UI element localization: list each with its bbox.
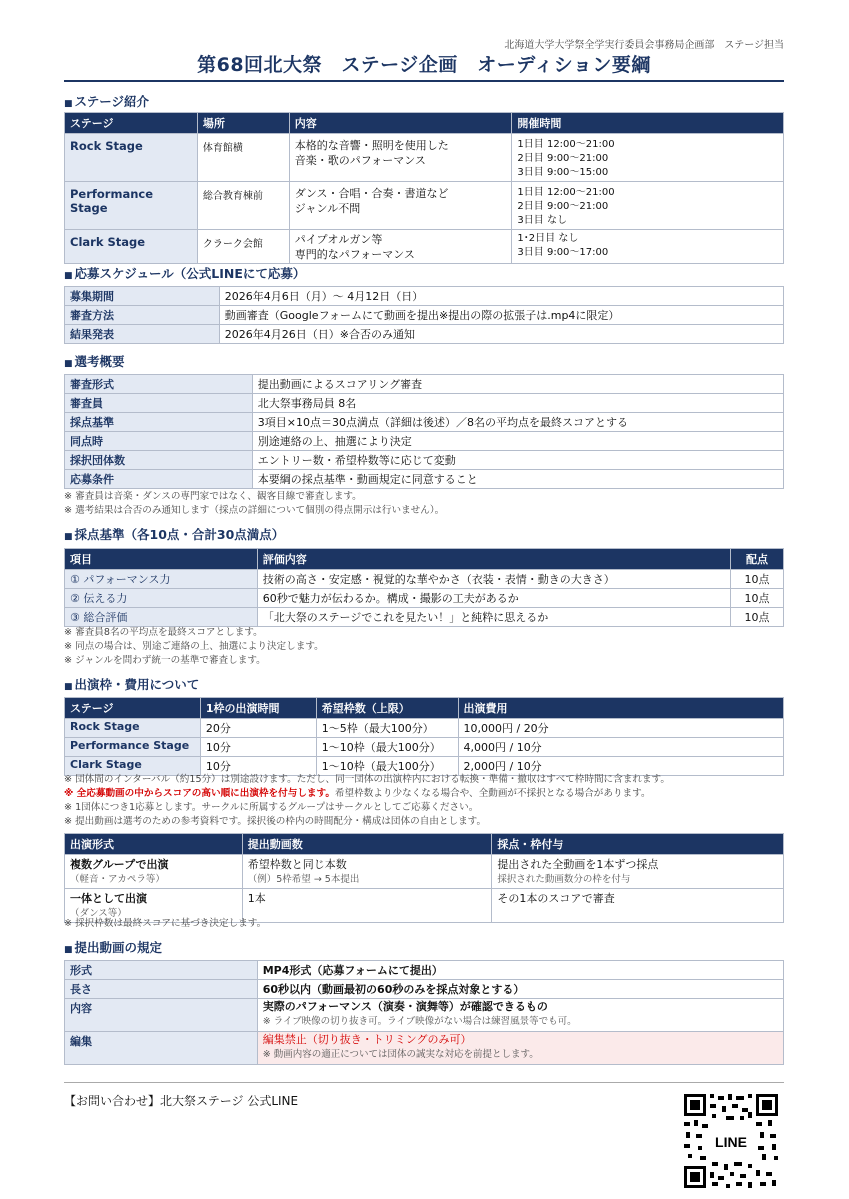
column-header: 内容 (289, 113, 512, 134)
footer-rule (64, 1082, 784, 1083)
stage-place: クラーク会館 (197, 230, 289, 264)
slot-count: 1～10枠（最大100分） (316, 738, 458, 757)
table-row (65, 325, 784, 344)
title-rule (64, 80, 784, 82)
column-header: ステージ (65, 113, 198, 134)
column-header: 提出動画数 (242, 834, 492, 855)
format-table (64, 833, 784, 923)
table-header-row (65, 113, 784, 134)
table-header-row (65, 549, 784, 570)
table-row (65, 855, 784, 889)
table-row (65, 432, 784, 451)
row-label: 応募条件 (65, 470, 253, 489)
table-row (65, 570, 784, 589)
stage-time: 1日目 12:00～21:00 (517, 139, 615, 150)
column-header: 出演費用 (458, 698, 784, 719)
slot-cost: 4,000円 / 10分 (458, 738, 784, 757)
stages-table (64, 112, 784, 264)
row-label: 内容 (65, 999, 258, 1032)
table-row (65, 375, 784, 394)
format-score: 提出された全動画を1本ずつ採点 (497, 858, 659, 871)
slot-stage: Performance Stage (65, 738, 201, 757)
format-type: 一体として出演 (70, 892, 147, 905)
stage-place: 総合教育棟前 (197, 182, 289, 230)
stage-name: Clark Stage (65, 230, 198, 264)
slot-stage: Rock Stage (65, 719, 201, 738)
criteria-desc: 「北大祭のステージでこれを見たい！」と純粋に思えるか (257, 608, 730, 627)
row-label: 編集 (65, 1032, 258, 1065)
rules-table (64, 960, 784, 1065)
overview-table (64, 374, 784, 489)
column-header: 項目 (65, 549, 258, 570)
table-row (65, 470, 784, 489)
column-header: 採点・枠付与 (492, 834, 784, 855)
criteria-table (64, 548, 784, 627)
qr-logo-label: LINE (715, 1134, 747, 1150)
row-value: 北大祭事務局員 8名 (252, 394, 783, 413)
column-header: 出演形式 (65, 834, 243, 855)
column-header: 場所 (197, 113, 289, 134)
format-score-sub: 採択された動画数分の枠を付与 (497, 874, 631, 885)
stage-time: 1･2日目 なし (517, 233, 579, 244)
page-title: 第68回北大祭 ステージ企画 オーディション要綱 (197, 54, 651, 76)
table-row (65, 608, 784, 627)
stage-time: 3日目 なし (517, 215, 567, 226)
criteria-item: ② 伝える力 (65, 589, 258, 608)
table-row (65, 182, 784, 230)
note: ※ 審査員8名の平均点を最終スコアとします。 (64, 627, 263, 638)
table-header-row (65, 698, 784, 719)
slots-table (64, 697, 784, 776)
row-value: 実際のパフォーマンス（演奏・演舞等）が確認できるもの (262, 1000, 548, 1013)
row-value: 60秒以内（動画最初の60秒のみを採点対象とする） (257, 980, 783, 999)
format-count-sub: （例）5枠希望 → 5本提出 (247, 874, 360, 885)
slot-cost: 10,000円 / 20分 (458, 719, 784, 738)
section-heading-slots: ■ 出演枠・費用について (64, 677, 200, 692)
contact-info: 【お問い合わせ】北大祭ステージ 公式LINE (64, 1094, 299, 1108)
row-value: 提出動画によるスコアリング審査 (252, 375, 783, 394)
section-heading-stages: ■ ステージ紹介 (64, 94, 150, 109)
stage-time: 3日目 9:00～17:00 (517, 247, 609, 258)
row-value: 別途連絡の上、抽選により決定 (252, 432, 783, 451)
slot-time: 10分 (200, 757, 316, 776)
section-heading-criteria: ■ 採点基準（各10点・合計30点満点） (64, 527, 285, 542)
column-header: 開催時間 (512, 113, 784, 134)
note-continuation: 希望枠数より少なくなる場合や、全動画が不採択となる場合があります。 (334, 788, 651, 799)
stage-name: Performance Stage (65, 182, 198, 230)
table-row (65, 999, 784, 1032)
table-row (65, 961, 784, 980)
note: ※ 1団体につき1応募とします。サークルに所属するグループはサークルとしてご応募ください。 (64, 802, 479, 813)
stage-time: 1日目 12:00～21:00 (517, 187, 615, 198)
table-row (65, 413, 784, 432)
row-value: MP4形式（応募フォームにて提出） (257, 961, 783, 980)
slot-cost: 2,000円 / 10分 (458, 757, 784, 776)
criteria-desc: 技術の高さ・安定感・視覚的な華やかさ（衣装・表情・動きの大きさ） (257, 570, 730, 589)
section-heading-rules: ■ 提出動画の規定 (64, 940, 163, 955)
row-label: 採択団体数 (65, 451, 253, 470)
criteria-score: 10点 (731, 570, 784, 589)
column-header: 配点 (731, 549, 784, 570)
table-row (65, 394, 784, 413)
column-header: ステージ (65, 698, 201, 719)
section-heading-overview: ■ 選考概要 (64, 354, 125, 369)
stage-content-line: 音楽・歌のパフォーマンス (294, 154, 426, 167)
format-type: 複数グループで出演 (70, 858, 169, 871)
stage-time: 2日目 9:00～21:00 (517, 201, 609, 212)
row-label: 同点時 (65, 432, 253, 451)
stage-time: 2日目 9:00～21:00 (517, 153, 609, 164)
note: ※ 提出動画は選考のための参考資料です。採択後の枠内の時間配分・構成は団体の自由とします。 (64, 816, 487, 827)
section-heading-schedule: ■ 応募スケジュール（公式LINEにて応募） (64, 266, 306, 281)
row-label: 審査形式 (65, 375, 253, 394)
format-type-sub: （軽音・アカペラ等） (70, 874, 165, 885)
table-row (65, 719, 784, 738)
note: ※ 団体間のインターバル（約15分）は別途設けます。ただし、同一団体の出演枠内における転換・準備・撤収はすべて枠時間に含まれます。 (64, 774, 670, 785)
stage-content-line: ダンス・合唱・合奏・書道など (294, 187, 449, 200)
column-header: 希望枠数（上限） (316, 698, 458, 719)
format-score: その1本のスコアで審査 (497, 892, 615, 905)
slot-count: 1～5枠（最大100分） (316, 719, 458, 738)
table-row (65, 451, 784, 470)
row-label: 審査方法 (65, 306, 220, 325)
stage-time: 3日目 9:00～15:00 (517, 167, 609, 178)
stage-content-line: 専門的なパフォーマンス (294, 248, 415, 261)
slot-time: 10分 (200, 738, 316, 757)
slot-count: 1～10枠（最大100分） (316, 757, 458, 776)
table-row (65, 230, 784, 264)
format-count: 1本 (247, 892, 266, 905)
note: ※ 採択枠数は最終スコアに基づき決定します。 (64, 918, 267, 929)
note (64, 787, 651, 801)
row-value-sub: ※ 動画内容の適正については団体の誠実な対応を前提とします。 (262, 1049, 539, 1060)
row-value: 2026年4月6日（月）～ 4月12日（日） (219, 287, 783, 306)
row-value-sub: ※ ライブ映像の切り抜き可。ライブ映像がない場合は練習風景等でも可。 (262, 1016, 577, 1027)
row-value: 2026年4月26日（日）※合否のみ通知 (219, 325, 783, 344)
row-value: 動画審査（Googleフォームにて動画を提出※提出の際の拡張子は.mp4に限定） (219, 306, 783, 325)
column-header: 1枠の出演時間 (200, 698, 316, 719)
row-label: 採点基準 (65, 413, 253, 432)
note: ※ 選考結果は合否のみ通知します（採点の詳細について個別の得点開示は行いません）。 (64, 505, 445, 516)
note: ※ 同点の場合は、別途ご連絡の上、抽選により決定します。 (64, 641, 324, 652)
column-header: 評価内容 (257, 549, 730, 570)
row-label: 形式 (65, 961, 258, 980)
organization-name: 北海道大学大学祭全学実行委員会事務局企画部 ステージ担当 (504, 40, 784, 51)
row-value: エントリー数・希望枠数等に応じて変動 (252, 451, 783, 470)
row-value: 本要綱の採点基準・動画規定に同意すること (252, 470, 783, 489)
table-row (65, 589, 784, 608)
slot-time: 20分 (200, 719, 316, 738)
slot-stage: Clark Stage (65, 757, 201, 776)
note: ※ ジャンルを問わず統一の基準で審査します。 (64, 655, 266, 666)
table-row (65, 287, 784, 306)
note: ※ 審査員は音楽・ダンスの専門家ではなく、観客目線で審査します。 (64, 491, 362, 502)
stage-content-line: ジャンル不問 (294, 202, 361, 215)
schedule-table (64, 286, 784, 344)
criteria-score: 10点 (731, 589, 784, 608)
table-header-row (65, 834, 784, 855)
table-row (65, 134, 784, 182)
qr-code[interactable] (682, 1092, 780, 1190)
criteria-desc: 60秒で魅力が伝わるか。構成・撮影の工夫があるか (257, 589, 730, 608)
row-label: 結果発表 (65, 325, 220, 344)
row-value: 編集禁止（切り抜き・トリミングのみ可） (262, 1033, 472, 1046)
table-row (65, 306, 784, 325)
stage-content-line: 本格的な音響・照明を使用した (294, 139, 449, 152)
format-count: 希望枠数と同じ本数 (247, 858, 347, 871)
table-row (65, 1032, 784, 1065)
format-type-sub: （ダンス等） (70, 908, 127, 919)
row-label: 審査員 (65, 394, 253, 413)
table-row (65, 738, 784, 757)
criteria-score: 10点 (731, 608, 784, 627)
stage-place: 体育館横 (197, 134, 289, 182)
note-highlight: ※ 全応募動画の中からスコアの高い順に出演枠を付与します。 (64, 788, 335, 799)
stage-content-line: パイプオルガン等 (294, 233, 383, 246)
row-label: 募集期間 (65, 287, 220, 306)
criteria-item: ③ 総合評価 (65, 608, 258, 627)
stage-name: Rock Stage (65, 134, 198, 182)
row-value: 3項目×10点＝30点満点（詳細は後述）／8名の平均点を最終スコアとする (252, 413, 783, 432)
row-label: 長さ (65, 980, 258, 999)
table-row (65, 980, 784, 999)
criteria-item: ① パフォーマンス力 (65, 570, 258, 589)
